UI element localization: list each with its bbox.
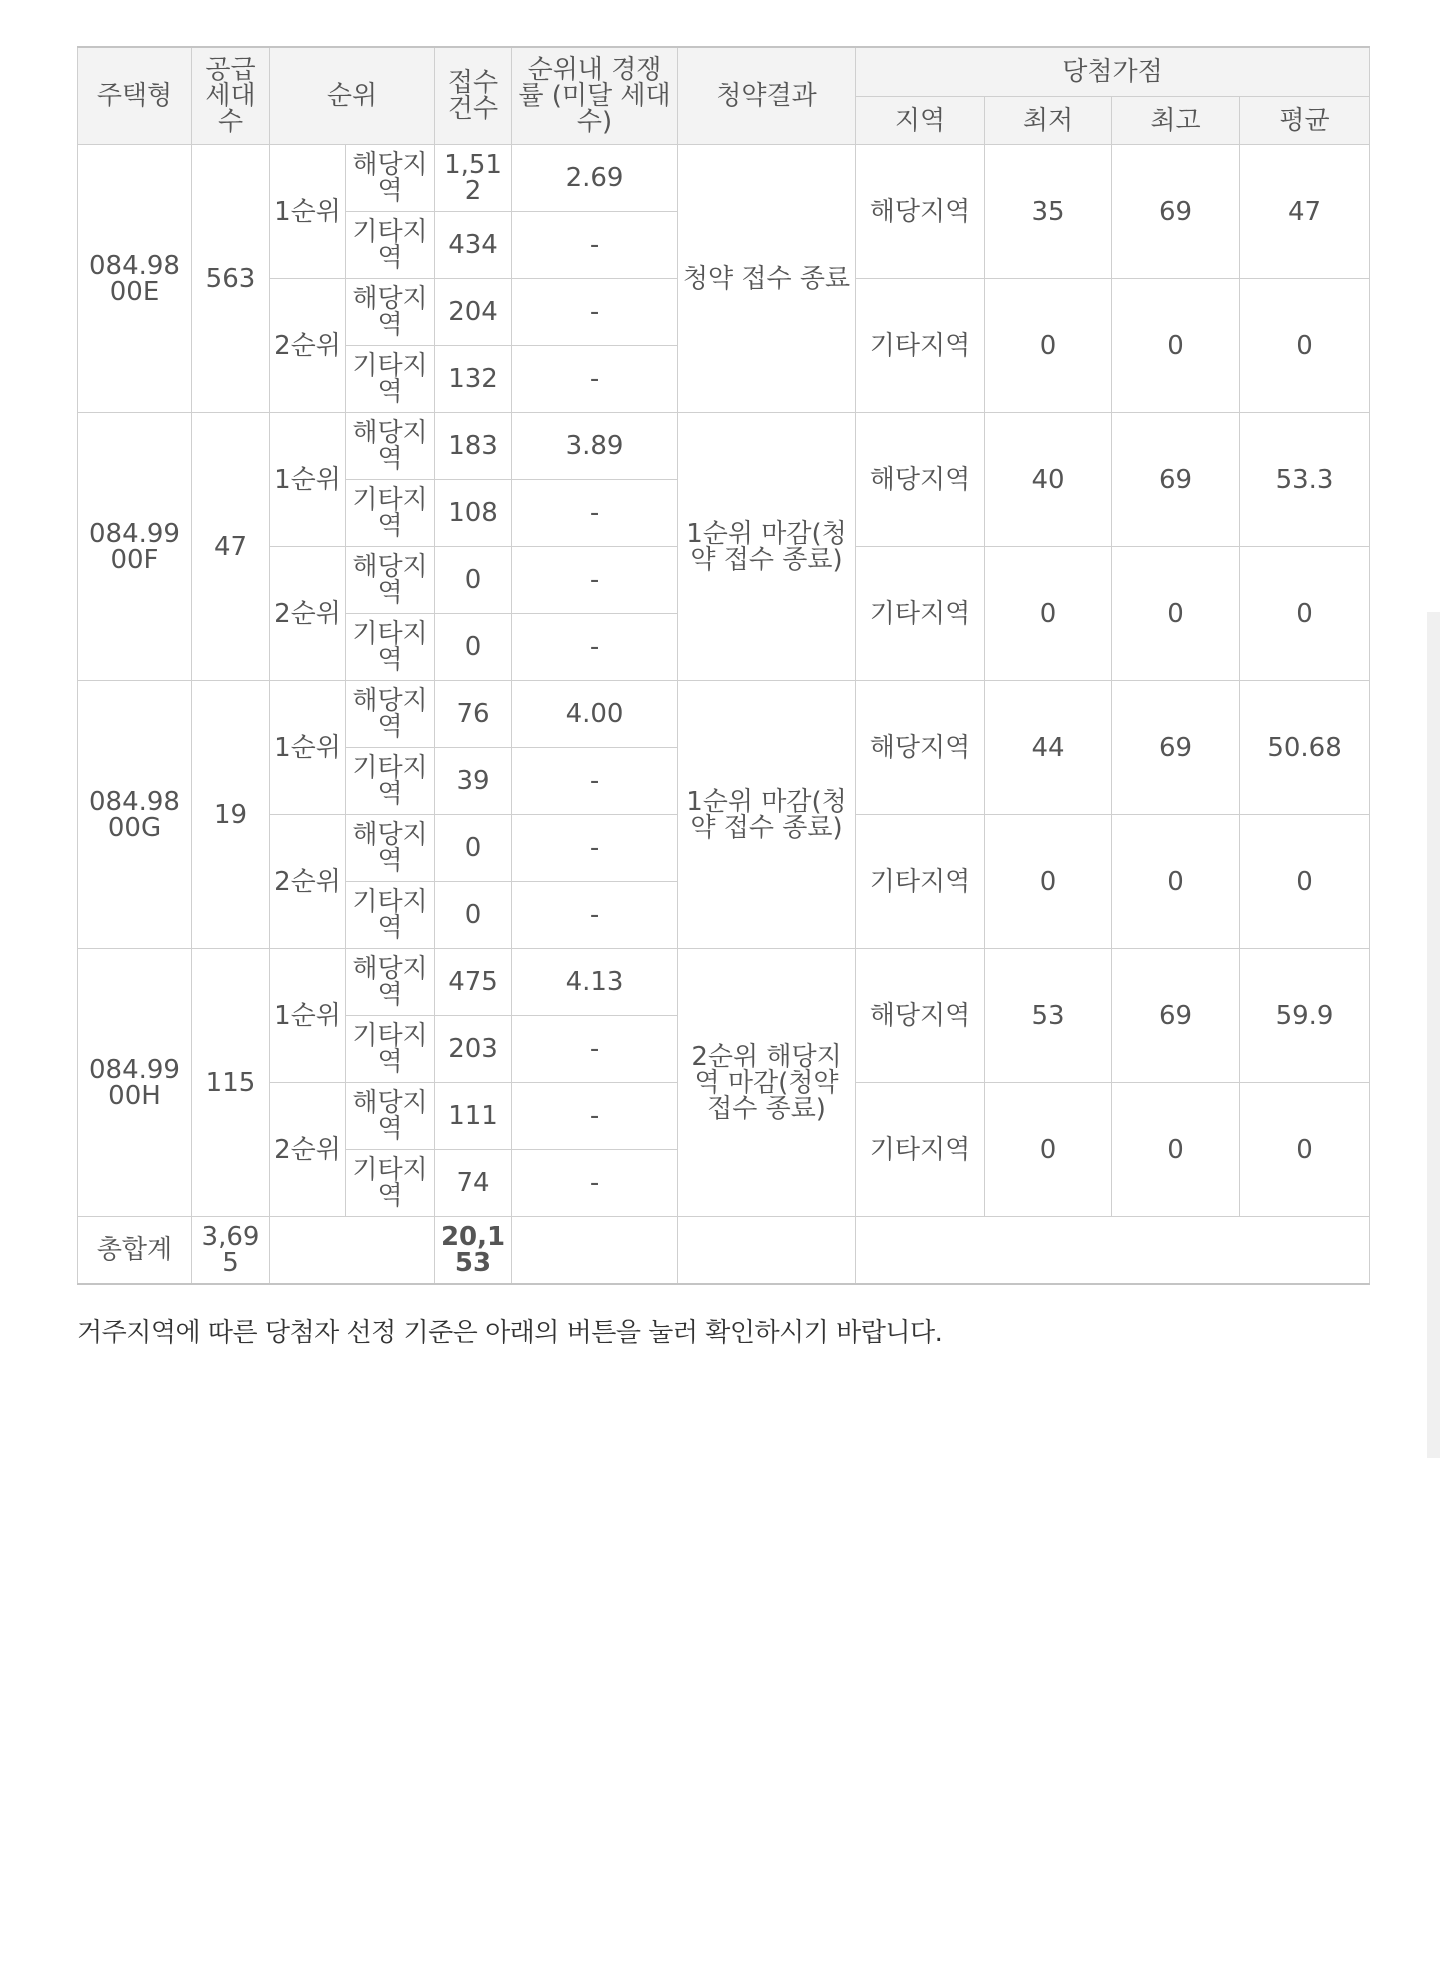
score-region-cell: 기타지역 [856,1083,985,1217]
score-region-cell: 해당지역 [856,949,985,1083]
table-row [78,949,1370,1016]
rate-cell: - [512,346,678,413]
header-result: 청약결과 [678,47,856,145]
result-cell: 2순위 해당지역 마감(청약 접수 종료) [678,949,856,1217]
score-max-cell: 0 [1112,815,1240,949]
rank-cell: 1순위 [270,145,346,279]
house-type-cell: 084.9900H [78,949,192,1217]
score-min-cell: 40 [985,413,1112,547]
house-type-cell: 084.9800E [78,145,192,413]
rate-cell: - [512,1083,678,1150]
subscription-results-table [77,46,1370,1285]
supply-units-cell: 19 [192,681,270,949]
score-max-cell: 0 [1112,547,1240,681]
total-rank-empty-cell [270,1217,435,1285]
applications-cell: 39 [435,748,512,815]
area-cell: 해당지역 [346,413,435,480]
applications-cell: 132 [435,346,512,413]
score-region-cell: 기타지역 [856,815,985,949]
rate-cell: 4.00 [512,681,678,748]
house-type-cell: 084.9900F [78,413,192,681]
header-winning-score: 당첨가점 [856,47,1370,97]
score-avg-cell: 0 [1240,279,1370,413]
score-region-cell: 해당지역 [856,681,985,815]
header-min: 최저 [985,97,1112,145]
score-avg-cell: 53.3 [1240,413,1370,547]
scrollbar-track[interactable] [1427,612,1440,1458]
rate-cell: - [512,547,678,614]
header-region: 지역 [856,97,985,145]
applications-cell: 0 [435,614,512,681]
area-cell: 기타지역 [346,1016,435,1083]
rank-cell: 2순위 [270,279,346,413]
rate-cell: - [512,1150,678,1217]
applications-cell: 434 [435,212,512,279]
rate-cell: - [512,1016,678,1083]
score-avg-cell: 0 [1240,815,1370,949]
rank-cell: 2순위 [270,1083,346,1217]
total-units-cell: 3,695 [192,1217,270,1285]
applications-cell: 0 [435,547,512,614]
total-row [78,1217,1370,1285]
score-region-cell: 해당지역 [856,413,985,547]
table-header [78,47,1370,145]
header-applications: 접수건수 [435,47,512,145]
rank-cell: 2순위 [270,815,346,949]
applications-cell: 203 [435,1016,512,1083]
supply-units-cell: 563 [192,145,270,413]
area-cell: 기타지역 [346,346,435,413]
header-house-type: 주택형 [78,47,192,145]
area-cell: 해당지역 [346,949,435,1016]
area-cell: 해당지역 [346,279,435,346]
rate-cell: - [512,614,678,681]
applications-cell: 108 [435,480,512,547]
total-applications-cell: 20,153 [435,1217,512,1285]
applications-cell: 74 [435,1150,512,1217]
area-cell: 기타지역 [346,480,435,547]
rate-cell: - [512,480,678,547]
header-max: 최고 [1112,97,1240,145]
total-label-cell: 총합계 [78,1217,192,1285]
rank-cell: 1순위 [270,949,346,1083]
applications-cell: 76 [435,681,512,748]
table-row [78,145,1370,212]
score-max-cell: 69 [1112,413,1240,547]
rate-cell: - [512,279,678,346]
area-cell: 해당지역 [346,1083,435,1150]
table-row [78,681,1370,748]
rate-cell: - [512,815,678,882]
applications-cell: 183 [435,413,512,480]
rank-cell: 2순위 [270,547,346,681]
selection-criteria-note: 거주지역에 따른 당첨자 선정 기준은 아래의 버튼을 눌러 확인하시기 바랍니다. [77,1318,943,1348]
area-cell: 기타지역 [346,1150,435,1217]
score-avg-cell: 0 [1240,1083,1370,1217]
total-score-empty-cell [856,1217,1370,1285]
result-cell: 1순위 마감(청약 접수 종료) [678,681,856,949]
area-cell: 해당지역 [346,145,435,212]
applications-cell: 0 [435,882,512,949]
area-cell: 기타지역 [346,748,435,815]
table-row [78,413,1370,480]
score-max-cell: 0 [1112,1083,1240,1217]
score-min-cell: 0 [985,1083,1112,1217]
score-min-cell: 44 [985,681,1112,815]
score-max-cell: 69 [1112,949,1240,1083]
total-result-empty-cell [678,1217,856,1285]
rank-cell: 1순위 [270,413,346,547]
score-min-cell: 0 [985,547,1112,681]
rate-cell: 3.89 [512,413,678,480]
score-max-cell: 69 [1112,681,1240,815]
area-cell: 해당지역 [346,815,435,882]
score-avg-cell: 59.9 [1240,949,1370,1083]
rate-cell: - [512,882,678,949]
score-min-cell: 0 [985,279,1112,413]
area-cell: 기타지역 [346,614,435,681]
score-avg-cell: 47 [1240,145,1370,279]
area-cell: 기타지역 [346,882,435,949]
applications-cell: 204 [435,279,512,346]
header-supply-units: 공급세대수 [192,47,270,145]
area-cell: 해당지역 [346,547,435,614]
rate-cell: 4.13 [512,949,678,1016]
applications-cell: 111 [435,1083,512,1150]
table-body [78,145,1370,1285]
rate-cell: - [512,748,678,815]
score-min-cell: 35 [985,145,1112,279]
score-region-cell: 기타지역 [856,279,985,413]
applications-cell: 0 [435,815,512,882]
score-avg-cell: 50.68 [1240,681,1370,815]
result-cell: 청약 접수 종료 [678,145,856,413]
rate-cell: - [512,212,678,279]
score-max-cell: 0 [1112,279,1240,413]
supply-units-cell: 115 [192,949,270,1217]
house-type-cell: 084.9800G [78,681,192,949]
score-region-cell: 기타지역 [856,547,985,681]
score-max-cell: 69 [1112,145,1240,279]
header-competition-rate: 순위내 경쟁률 (미달 세대수) [512,47,678,145]
applications-cell: 1,512 [435,145,512,212]
score-min-cell: 53 [985,949,1112,1083]
results-table-container [77,46,1369,1285]
area-cell: 해당지역 [346,681,435,748]
area-cell: 기타지역 [346,212,435,279]
score-avg-cell: 0 [1240,547,1370,681]
header-avg: 평균 [1240,97,1370,145]
supply-units-cell: 47 [192,413,270,681]
applications-cell: 475 [435,949,512,1016]
header-rank: 순위 [270,47,435,145]
rate-cell: 2.69 [512,145,678,212]
score-min-cell: 0 [985,815,1112,949]
total-rate-empty-cell [512,1217,678,1285]
rank-cell: 1순위 [270,681,346,815]
result-cell: 1순위 마감(청약 접수 종료) [678,413,856,681]
score-region-cell: 해당지역 [856,145,985,279]
